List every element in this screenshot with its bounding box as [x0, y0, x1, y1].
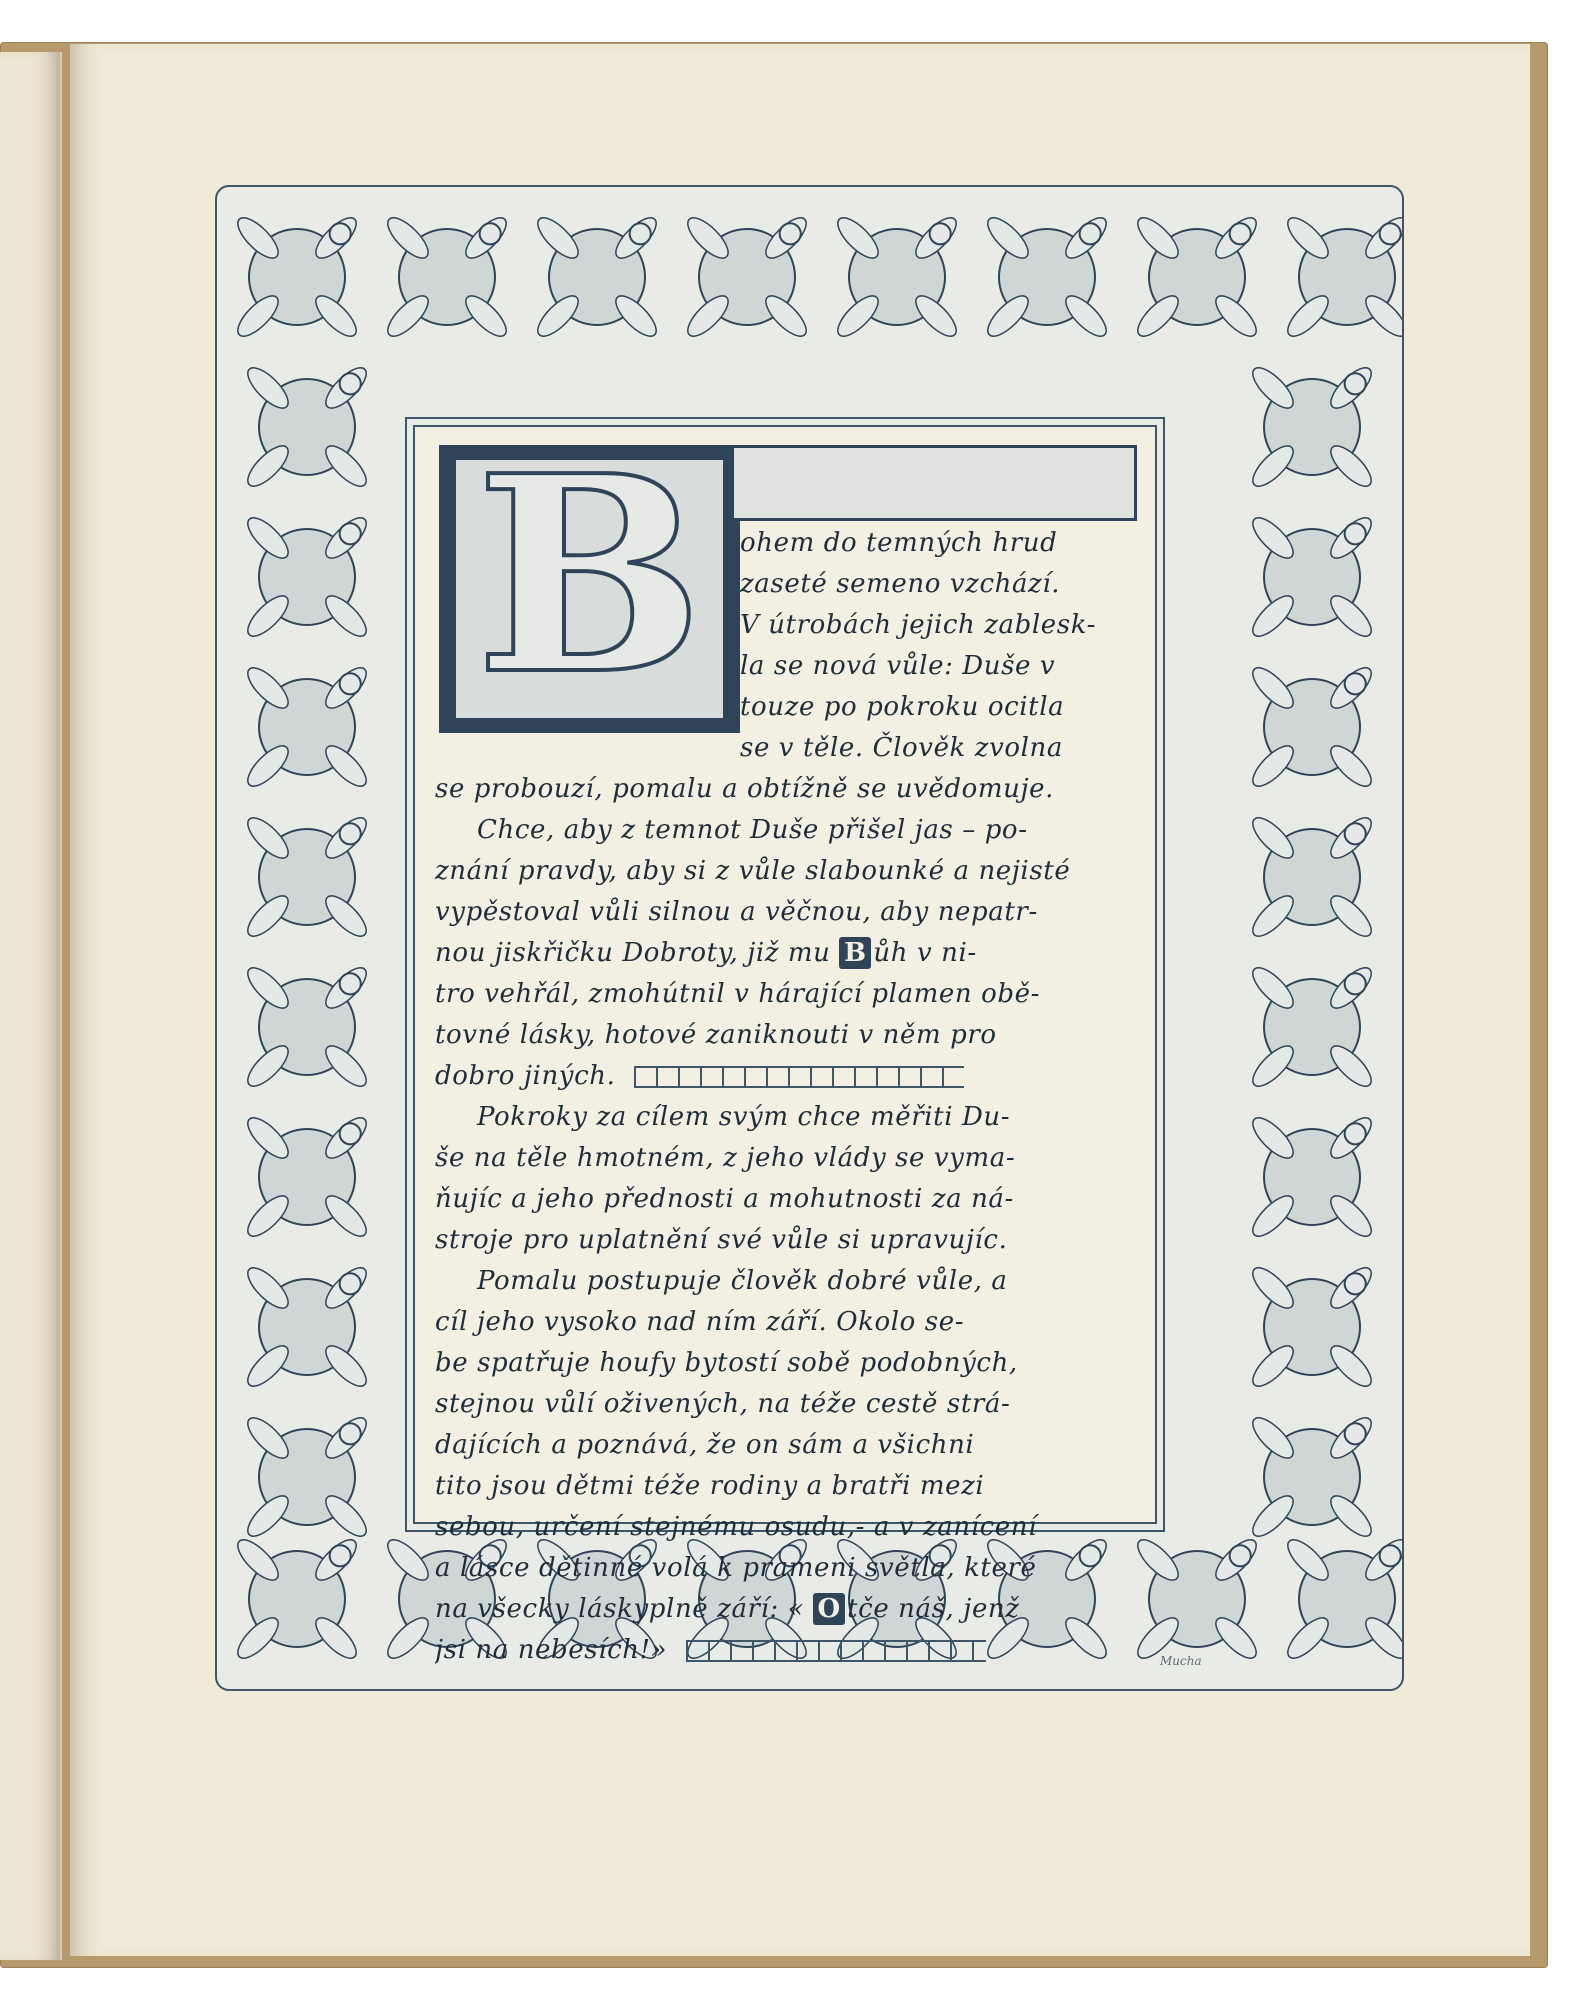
text-segment: tče náš, jenž [847, 1594, 1020, 1624]
header-ornament-band [734, 445, 1137, 521]
left-page-edge [0, 52, 62, 1960]
body-text [435, 523, 1140, 1671]
text-line-with-ornament [435, 1630, 1140, 1671]
text-segment: na všecky láskyplně září: « [435, 1594, 805, 1624]
text-line: dajících a poznává, že on sám a všichni [435, 1430, 975, 1460]
text-line: znání pravdy, aby si z vůle slabounké a nejisté [435, 856, 1071, 886]
text-line: se v těle. Člověk zvolna [740, 733, 1063, 763]
text-line: Chce, aby z temnot Duše přišel jas – po- [477, 815, 1028, 845]
text-line: tovné lásky, hotové zaniknouti v něm pro [435, 1020, 997, 1050]
text-line: V útrobách jejich zablesk- [740, 610, 1096, 640]
text-line: ohem do temných hrud [740, 528, 1058, 558]
text-line: Pokroky za cílem svým chce měřiti Du- [477, 1102, 1011, 1132]
text-panel [413, 416, 1157, 1665]
initial-letter: B [475, 416, 704, 734]
text-line: se probouzí, pomalu a obtížně se uvědomuje. [435, 774, 1055, 804]
text-line: tito jsou dětmi téže rodiny a bratři mezi [435, 1471, 985, 1501]
inline-capital: O [813, 1593, 845, 1625]
text-line: la se nová vůle: Duše v [740, 651, 1056, 681]
text-segment: jsi na nebesích!» [435, 1635, 668, 1665]
text-line: touze po pokroku ocitla [740, 692, 1065, 722]
text-line: ňujíc a jeho přednosti a mohutnosti za ná- [435, 1184, 1014, 1214]
text-line-with-ornament [435, 1056, 1140, 1097]
text-segment: ůh v ni- [873, 938, 977, 968]
text-line: Pomalu postupuje člověk dobré vůle, a [477, 1266, 1008, 1296]
text-line: sebou, určení stejnému osudu,- a v zanícení [435, 1512, 1038, 1542]
text-line: cíl jeho vysoko nad ním září. Okolo se- [435, 1307, 965, 1337]
line-end-ornament [686, 1640, 986, 1662]
text-line: be spatřuje houfy bytostí sobě podobných, [435, 1348, 1018, 1378]
text-line: a lásce dětinné volá k prameni světla, které [435, 1553, 1037, 1583]
line-end-ornament [634, 1066, 964, 1088]
text-line: stroje pro uplatnění své vůle si upravujíc. [435, 1225, 1008, 1255]
text-line: vypěstoval vůli silnou a věčnou, aby nepatr- [435, 897, 1038, 927]
text-line: stejnou vůlí oživených, na téže cestě strá- [435, 1389, 1011, 1419]
inline-capital: B [839, 937, 871, 969]
text-line-with-capital [435, 1589, 1140, 1630]
text-line: tro vehřál, zmohútnil v hárající plamen obě- [435, 979, 1041, 1009]
text-segment: dobro jiných. [435, 1061, 616, 1091]
text-line: zaseté semeno vzchází. [740, 569, 1061, 599]
text-line-with-capital [435, 933, 1140, 974]
text-segment: nou jiskřičku Dobroty, již mu [435, 938, 831, 968]
artist-signature: Mucha [1160, 1654, 1202, 1668]
text-line: še na těle hmotném, z jeho vlády se vyma- [435, 1143, 1016, 1173]
